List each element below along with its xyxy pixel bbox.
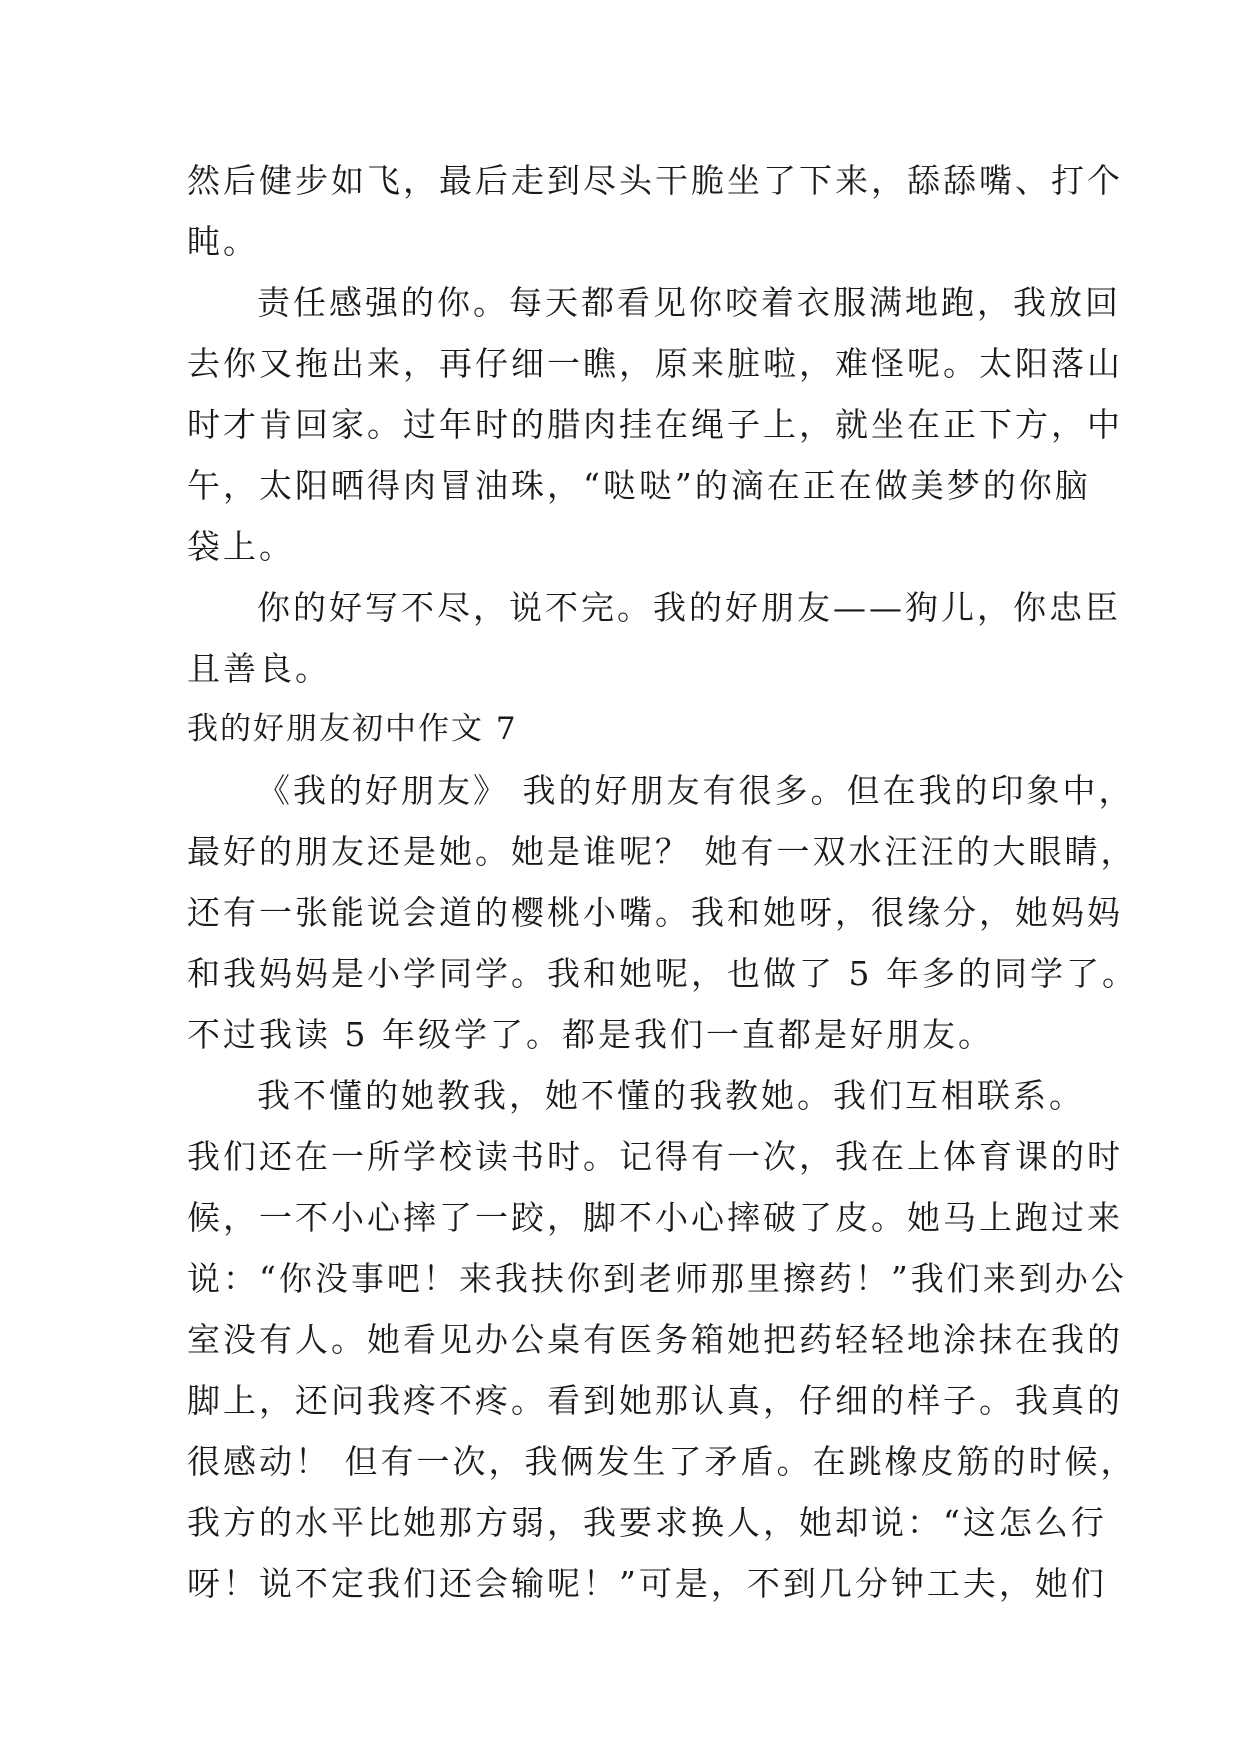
text-line: 室没有人。她看见办公桌有医务箱她把药轻轻地涂抹在我的	[187, 1320, 1123, 1359]
text-line: 说：“你没事吧！来我扶你到老师那里擦药！”我们来到办公	[187, 1259, 1127, 1298]
text-line: 时才肯回家。过年时的腊肉挂在绳子上，就坐在正下方，中	[187, 405, 1123, 444]
text-line: 候，一不小心摔了一跤，脚不小心摔破了皮。她马上跑过来	[187, 1198, 1123, 1237]
text-line: 我不懂的她教我，她不懂的我教她。我们互相联系。	[257, 1076, 1085, 1115]
text-line: 还有一张能说会道的樱桃小嘴。我和她呀，很缘分，她妈妈	[187, 893, 1123, 932]
text-line: 最好的朋友还是她。她是谁呢？ 她有一双水汪汪的大眼睛，	[187, 832, 1137, 871]
text-line: 盹。	[187, 222, 259, 261]
text-line: 我方的水平比她那方弱，我要求换人，她却说：“这怎么行	[187, 1503, 1107, 1542]
text-line: 责任感强的你。每天都看见你咬着衣服满地跑，我放回	[257, 283, 1121, 322]
document-body	[187, 150, 1138, 1614]
text-line: 你的好写不尽，说不完。我的好朋友——狗儿，你忠臣	[257, 588, 1121, 627]
text-line: 午，太阳晒得肉冒油珠，“哒哒”的滴在正在做美梦的你脑	[187, 466, 1091, 505]
text-line: 呀！说不定我们还会输呢！”可是，不到几分钟工夫，她们	[187, 1564, 1107, 1603]
text-line: 袋上。	[187, 527, 295, 566]
text-line: 去你又拖出来，再仔细一瞧，原来脏啦，难怪呢。太阳落山	[187, 344, 1123, 383]
text-line: 且善良。	[187, 649, 331, 688]
text-line: 然后健步如飞，最后走到尽头干脆坐了下来，舔舔嘴、打个	[187, 161, 1123, 200]
text-line: 不过我读 5 年级学了。都是我们一直都是好朋友。	[187, 1015, 994, 1054]
text-line: 脚上，还问我疼不疼。看到她那认真，仔细的样子。我真的	[187, 1381, 1123, 1420]
text-line: 和我妈妈是小学同学。我和她呢，也做了 5 年多的同学了。	[187, 954, 1138, 993]
text-line: 我们还在一所学校读书时。记得有一次，我在上体育课的时	[187, 1137, 1123, 1176]
section-heading: 我的好朋友初中作文 7	[187, 711, 518, 747]
text-line: 很感动！ 但有一次，我俩发生了矛盾。在跳橡皮筋的时候，	[187, 1442, 1137, 1481]
text-line: 《我的好朋友》 我的好朋友有很多。但在我的印象中，	[257, 771, 1135, 810]
